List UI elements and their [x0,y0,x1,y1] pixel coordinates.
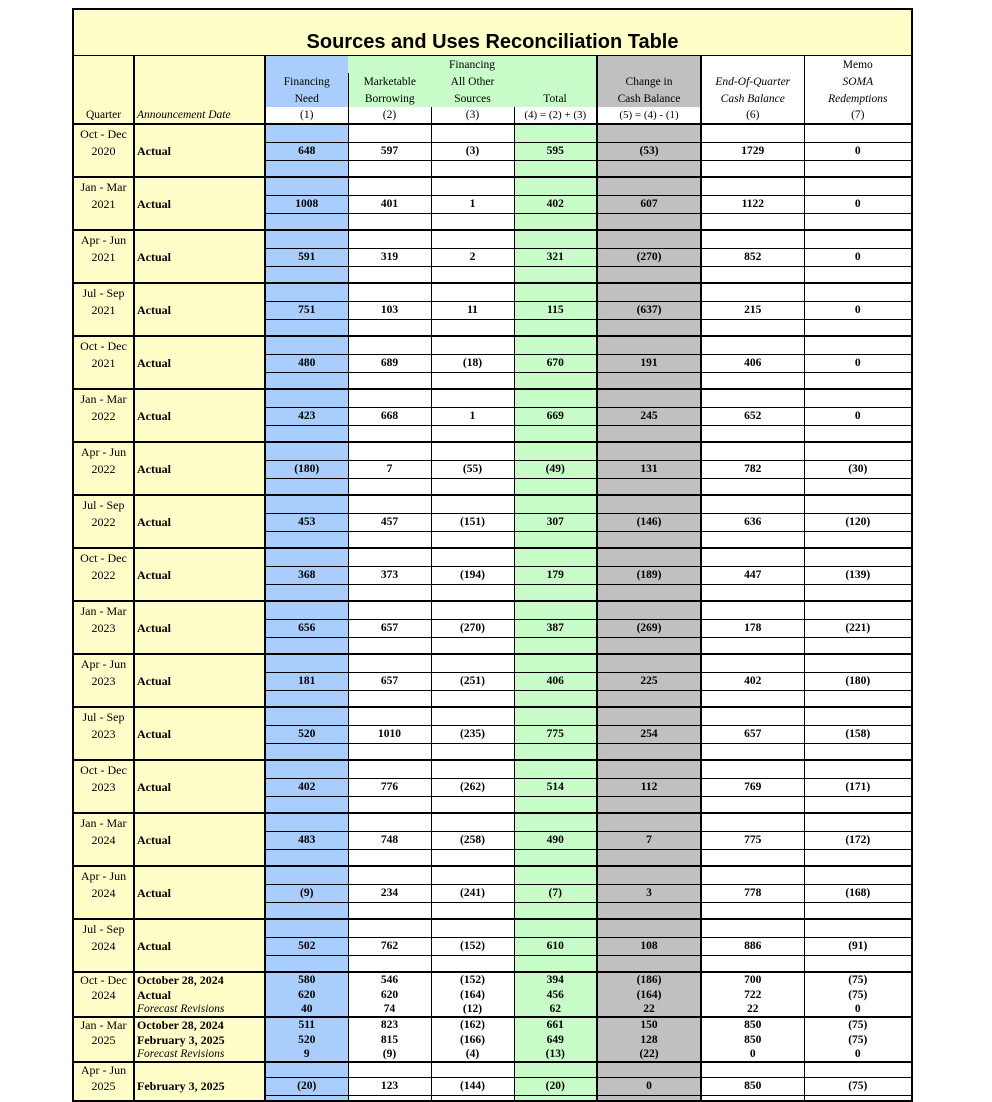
col2-header-line2: Borrowing [348,90,431,107]
total-cell: (7) [514,884,597,902]
quarter-range: Apr - Jun [74,866,134,884]
announcement-label: Actual [134,884,265,902]
financing-need-cell: 480 [265,354,348,372]
soma-redemptions-cell: (171) [804,778,911,796]
quarter-block-row [74,760,911,778]
quarter-year: 2025 [74,1077,134,1095]
financing-need-cell: 181 [265,672,348,690]
all-other-sources-cell: (235) [431,725,514,743]
quarter-block-row [74,919,911,937]
announcement-label: Actual [134,248,265,266]
memo-header: Memo [804,56,911,73]
financing-group-header: Financing [348,56,597,73]
announcement-label: Actual [134,619,265,637]
financing-need-cell: 751 [265,301,348,319]
soma-redemptions-cell: 0 [804,1047,911,1062]
end-of-quarter-cash-balance-cell: 22 [701,1002,804,1017]
financing-need-cell: 40 [265,1002,348,1017]
end-of-quarter-cash-balance-cell: 402 [701,672,804,690]
change-in-cash-balance-cell: 112 [597,778,701,796]
end-of-quarter-cash-balance-cell: 852 [701,248,804,266]
marketable-borrowing-cell: 776 [348,778,431,796]
total-cell: 661 [514,1017,597,1032]
soma-redemptions-cell: (75) [804,972,911,987]
soma-redemptions-cell: (75) [804,1077,911,1095]
financing-need-cell: (9) [265,884,348,902]
all-other-sources-cell: (152) [431,972,514,987]
col7-header-line1: SOMA [804,73,911,90]
quarter-year: 2022 [74,407,134,425]
marketable-borrowing-cell: 668 [348,407,431,425]
table-row [74,566,911,584]
soma-redemptions-cell: 0 [804,407,911,425]
end-of-quarter-cash-balance-cell: 850 [701,1032,804,1047]
change-in-cash-balance-cell: 128 [597,1032,701,1047]
quarter-range: Oct - Dec [74,972,134,987]
end-of-quarter-cash-balance-cell: 775 [701,831,804,849]
all-other-sources-cell: (12) [431,1002,514,1017]
quarter-range: Apr - Jun [74,1062,134,1077]
col3-header-num: (3) [431,107,514,124]
quarter-year: 2024 [74,987,134,1002]
marketable-borrowing-cell: 748 [348,831,431,849]
quarter-year: 2022 [74,460,134,478]
table-row [74,142,911,160]
col6-header-line2: Cash Balance [701,90,804,107]
quarter-block-row [74,442,911,460]
announcement-label: Actual [134,354,265,372]
end-of-quarter-cash-balance-cell: 178 [701,619,804,637]
table-row [74,778,911,796]
total-cell: 669 [514,407,597,425]
table-row [74,725,911,743]
all-other-sources-cell: 1 [431,407,514,425]
financing-need-cell: 9 [265,1047,348,1062]
announcement-label: February 3, 2025 [134,1077,265,1095]
announcement-label: October 28, 2024 [134,972,265,987]
end-of-quarter-cash-balance-cell: 636 [701,513,804,531]
change-in-cash-balance-cell: 22 [597,1002,701,1017]
table-row [74,248,911,266]
end-of-quarter-cash-balance-cell: 0 [701,1047,804,1062]
financing-need-cell: 511 [265,1017,348,1032]
all-other-sources-cell: (4) [431,1047,514,1062]
quarter-year: 2022 [74,513,134,531]
total-cell: 595 [514,142,597,160]
marketable-borrowing-cell: 657 [348,619,431,637]
all-other-sources-cell: (270) [431,619,514,637]
marketable-borrowing-cell: 762 [348,937,431,955]
col6-header-num: (6) [701,107,804,124]
change-in-cash-balance-cell: 607 [597,195,701,213]
change-in-cash-balance-cell: (53) [597,142,701,160]
financing-need-cell: 580 [265,972,348,987]
col6-header-line1: End-Of-Quarter [701,73,804,90]
total-cell: 387 [514,619,597,637]
change-in-cash-balance-cell: (269) [597,619,701,637]
announcement-label: Actual [134,460,265,478]
quarter-range: Jan - Mar [74,389,134,407]
quarter-range: Jul - Sep [74,919,134,937]
end-of-quarter-cash-balance-cell: 657 [701,725,804,743]
change-in-cash-balance-cell: (270) [597,248,701,266]
soma-redemptions-cell: (120) [804,513,911,531]
quarter-year: 2022 [74,566,134,584]
announcement-label: Forecast Revisions [134,1002,265,1017]
soma-redemptions-cell: (75) [804,987,911,1002]
change-in-cash-balance-cell: (637) [597,301,701,319]
table-row [74,195,911,213]
all-other-sources-cell: (152) [431,937,514,955]
all-other-sources-cell: (55) [431,460,514,478]
announcement-date-header: Announcement Date [134,107,265,124]
financing-need-cell: (20) [265,1077,348,1095]
financing-need-cell: 656 [265,619,348,637]
quarter-range: Jul - Sep [74,283,134,301]
col1-header-line2: Need [265,90,348,107]
soma-redemptions-cell: 0 [804,354,911,372]
soma-redemptions-cell: 0 [804,195,911,213]
change-in-cash-balance-cell: 254 [597,725,701,743]
soma-redemptions-cell: 0 [804,301,911,319]
quarter-block-row [74,230,911,248]
quarter-block-row [74,177,911,195]
quarter-block-row [74,813,911,831]
quarter-block-row [74,124,911,142]
announcement-label: Actual [134,778,265,796]
all-other-sources-cell: (241) [431,884,514,902]
marketable-borrowing-cell: 123 [348,1077,431,1095]
financing-need-cell: 502 [265,937,348,955]
table-row [74,672,911,690]
change-in-cash-balance-cell: 108 [597,937,701,955]
end-of-quarter-cash-balance-cell: 700 [701,972,804,987]
soma-redemptions-cell: (180) [804,672,911,690]
quarter-block-row [74,601,911,619]
financing-need-cell: (180) [265,460,348,478]
col4-header-line2: Total [514,90,597,107]
change-in-cash-balance-cell: 131 [597,460,701,478]
total-cell: 456 [514,987,597,1002]
table-row [74,972,911,987]
quarter-year: 2021 [74,248,134,266]
quarter-block-row [74,336,911,354]
col2-header-line1: Marketable [348,73,431,90]
quarter-range: Apr - Jun [74,442,134,460]
all-other-sources-cell: 11 [431,301,514,319]
table-row [74,354,911,372]
end-of-quarter-cash-balance-cell: 1122 [701,195,804,213]
financing-need-cell: 520 [265,1032,348,1047]
total-cell: 307 [514,513,597,531]
table-header [74,56,911,124]
announcement-label: Actual [134,142,265,160]
announcement-label: Actual [134,672,265,690]
marketable-borrowing-cell: 823 [348,1017,431,1032]
marketable-borrowing-cell: 234 [348,884,431,902]
col4-header-num: (4) = (2) + (3) [514,107,597,124]
end-of-quarter-cash-balance-cell: 447 [701,566,804,584]
change-in-cash-balance-cell: (189) [597,566,701,584]
quarter-block-row [74,654,911,672]
total-cell: 115 [514,301,597,319]
quarter-range: Jan - Mar [74,1017,134,1032]
announcement-label: Actual [134,195,265,213]
announcement-label: Actual [134,831,265,849]
announcement-label: Actual [134,407,265,425]
quarter-year: 2023 [74,725,134,743]
soma-redemptions-cell: (75) [804,1017,911,1032]
financing-need-cell: 591 [265,248,348,266]
soma-redemptions-cell: 0 [804,248,911,266]
marketable-borrowing-cell: 546 [348,972,431,987]
all-other-sources-cell: (144) [431,1077,514,1095]
total-cell: 406 [514,672,597,690]
all-other-sources-cell: (258) [431,831,514,849]
financing-need-cell: 453 [265,513,348,531]
total-cell: (13) [514,1047,597,1062]
quarter-range: Oct - Dec [74,124,134,142]
quarter-range: Oct - Dec [74,760,134,778]
reconciliation-sheet [72,8,913,1102]
marketable-borrowing-cell: 319 [348,248,431,266]
all-other-sources-cell: (262) [431,778,514,796]
announcement-label: Actual [134,987,265,1002]
quarter-year: 2021 [74,195,134,213]
table-row [74,1032,911,1047]
end-of-quarter-cash-balance-cell: 652 [701,407,804,425]
marketable-borrowing-cell: 689 [348,354,431,372]
quarter-block-row [74,389,911,407]
quarter-year: 2021 [74,301,134,319]
quarter-year: 2025 [74,1032,134,1047]
change-in-cash-balance-cell: 3 [597,884,701,902]
all-other-sources-cell: (3) [431,142,514,160]
end-of-quarter-cash-balance-cell: 850 [701,1077,804,1095]
quarter-block-row [74,866,911,884]
total-cell: 610 [514,937,597,955]
title-bar [74,10,911,56]
all-other-sources-cell: (251) [431,672,514,690]
col5-header-line2: Cash Balance [597,90,701,107]
end-of-quarter-cash-balance-cell: 782 [701,460,804,478]
change-in-cash-balance-cell: (146) [597,513,701,531]
quarter-block-row [74,283,911,301]
announcement-label: Forecast Revisions [134,1047,265,1062]
end-of-quarter-cash-balance-cell: 886 [701,937,804,955]
quarter-year: 2023 [74,672,134,690]
soma-redemptions-cell: (172) [804,831,911,849]
financing-need-cell: 620 [265,987,348,1002]
table-row [74,937,911,955]
announcement-label: Actual [134,513,265,531]
total-cell: 321 [514,248,597,266]
all-other-sources-cell: (162) [431,1017,514,1032]
col2-header-num: (2) [348,107,431,124]
announcement-label: February 3, 2025 [134,1032,265,1047]
table-row [74,987,911,1002]
table-row [74,1002,911,1017]
marketable-borrowing-cell: 620 [348,987,431,1002]
financing-need-cell: 1008 [265,195,348,213]
total-cell: 514 [514,778,597,796]
marketable-borrowing-cell: 7 [348,460,431,478]
marketable-borrowing-cell: 74 [348,1002,431,1017]
total-cell: 775 [514,725,597,743]
soma-redemptions-cell: (139) [804,566,911,584]
change-in-cash-balance-cell: 191 [597,354,701,372]
quarter-range: Jul - Sep [74,495,134,513]
table-row [74,619,911,637]
table-row [74,460,911,478]
col1-header-line1: Financing [265,73,348,90]
table-row [74,1017,911,1032]
quarter-block-row [74,1062,911,1077]
end-of-quarter-cash-balance-cell: 769 [701,778,804,796]
soma-redemptions-cell: (168) [804,884,911,902]
quarter-year: 2024 [74,884,134,902]
table-row [74,884,911,902]
change-in-cash-balance-cell: (186) [597,972,701,987]
table-title: Sources and Uses Reconciliation Table [306,31,679,53]
end-of-quarter-cash-balance-cell: 850 [701,1017,804,1032]
all-other-sources-cell: (166) [431,1032,514,1047]
marketable-borrowing-cell: 597 [348,142,431,160]
financing-need-cell: 402 [265,778,348,796]
total-cell: 402 [514,195,597,213]
col3-header-line1: All Other [431,73,514,90]
total-cell: 490 [514,831,597,849]
financing-need-cell: 423 [265,407,348,425]
quarter-range: Apr - Jun [74,230,134,248]
announcement-label: October 28, 2024 [134,1017,265,1032]
all-other-sources-cell: (18) [431,354,514,372]
quarter-range: Jul - Sep [74,707,134,725]
change-in-cash-balance-cell: 225 [597,672,701,690]
table-row [74,407,911,425]
total-cell: 649 [514,1032,597,1047]
reconciliation-table [74,56,911,1100]
table-row [74,831,911,849]
marketable-borrowing-cell: (9) [348,1047,431,1062]
announcement-label: Actual [134,566,265,584]
announcement-label: Actual [134,301,265,319]
end-of-quarter-cash-balance-cell: 215 [701,301,804,319]
soma-redemptions-cell: (221) [804,619,911,637]
marketable-borrowing-cell: 1010 [348,725,431,743]
all-other-sources-cell: (151) [431,513,514,531]
col7-header-num: (7) [804,107,911,124]
financing-need-cell: 483 [265,831,348,849]
marketable-borrowing-cell: 457 [348,513,431,531]
all-other-sources-cell: (164) [431,987,514,1002]
end-of-quarter-cash-balance-cell: 406 [701,354,804,372]
soma-redemptions-cell: 0 [804,142,911,160]
total-cell: 670 [514,354,597,372]
quarter-year: 2023 [74,778,134,796]
quarter-year: 2021 [74,354,134,372]
quarter-block-row [74,495,911,513]
financing-need-cell: 648 [265,142,348,160]
quarter-year: 2024 [74,831,134,849]
quarter-header: Quarter [74,107,134,124]
total-cell: (20) [514,1077,597,1095]
soma-redemptions-cell: (30) [804,460,911,478]
quarter-year: 2023 [74,619,134,637]
table-row [74,1047,911,1062]
end-of-quarter-cash-balance-cell: 778 [701,884,804,902]
financing-need-cell: 520 [265,725,348,743]
financing-need-cell: 368 [265,566,348,584]
table-row [74,301,911,319]
change-in-cash-balance-cell: 245 [597,407,701,425]
all-other-sources-cell: 2 [431,248,514,266]
quarter-year: 2020 [74,142,134,160]
change-in-cash-balance-cell: (22) [597,1047,701,1062]
col7-header-line2: Redemptions [804,90,911,107]
announcement-label: Actual [134,725,265,743]
quarter-block-row [74,707,911,725]
soma-redemptions-cell: (75) [804,1032,911,1047]
quarter-block-row [74,548,911,566]
announcement-label: Actual [134,937,265,955]
quarter-range: Oct - Dec [74,548,134,566]
all-other-sources-cell: 1 [431,195,514,213]
soma-redemptions-cell: (158) [804,725,911,743]
end-of-quarter-cash-balance-cell: 1729 [701,142,804,160]
quarter-range: Apr - Jun [74,654,134,672]
change-in-cash-balance-cell: 150 [597,1017,701,1032]
soma-redemptions-cell: 0 [804,1002,911,1017]
all-other-sources-cell: (194) [431,566,514,584]
col1-header-num: (1) [265,107,348,124]
col5-header-num: (5) = (4) - (1) [597,107,701,124]
change-in-cash-balance-cell: (164) [597,987,701,1002]
total-cell: 62 [514,1002,597,1017]
marketable-borrowing-cell: 373 [348,566,431,584]
quarter-range: Oct - Dec [74,336,134,354]
table-body [74,124,911,1100]
marketable-borrowing-cell: 401 [348,195,431,213]
marketable-borrowing-cell: 657 [348,672,431,690]
change-in-cash-balance-cell: 7 [597,831,701,849]
end-of-quarter-cash-balance-cell: 722 [701,987,804,1002]
quarter-range: Jan - Mar [74,177,134,195]
marketable-borrowing-cell: 815 [348,1032,431,1047]
change-in-cash-balance-cell: 0 [597,1077,701,1095]
col3-header-line2: Sources [431,90,514,107]
marketable-borrowing-cell: 103 [348,301,431,319]
total-cell: 179 [514,566,597,584]
quarter-range: Jan - Mar [74,813,134,831]
total-cell: (49) [514,460,597,478]
table-row [74,513,911,531]
quarter-year: 2024 [74,937,134,955]
col5-header-line1: Change in [597,73,701,90]
table-row [74,1077,911,1095]
soma-redemptions-cell: (91) [804,937,911,955]
total-cell: 394 [514,972,597,987]
quarter-range: Jan - Mar [74,601,134,619]
